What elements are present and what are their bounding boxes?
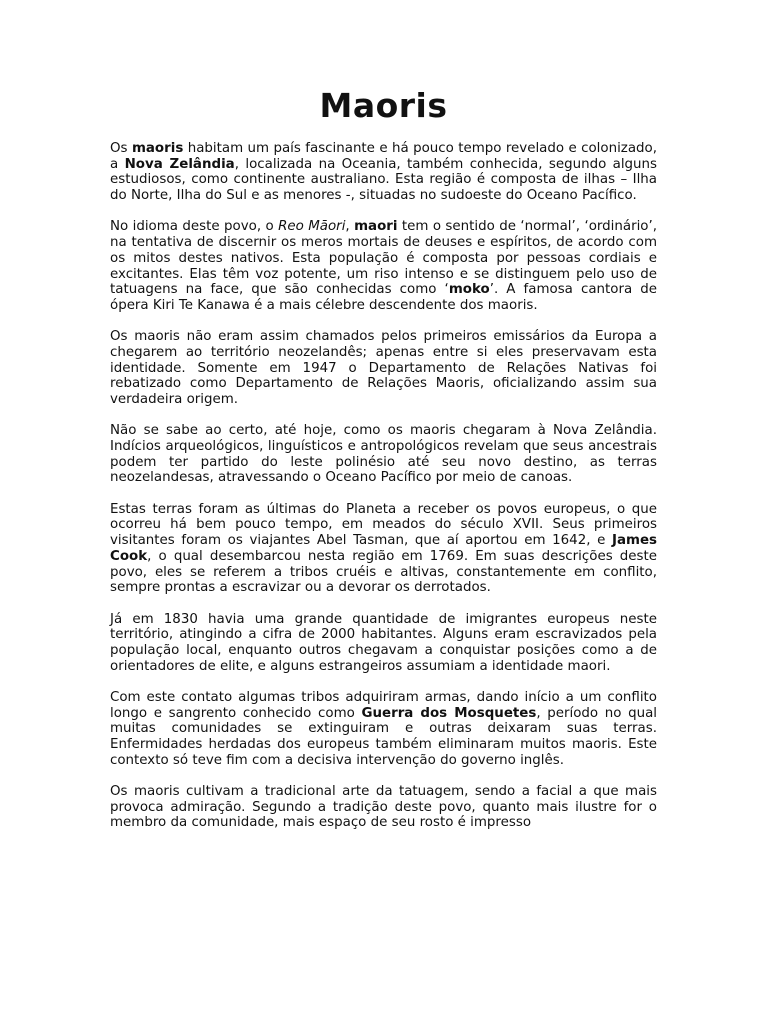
paragraph-2	[110, 219, 657, 313]
paragraph-7-text-2: , período no qual muitas comunidades se extinguiram e outras deixaram suas terras. Enfermidades herdadas dos europeus também eliminaram muitos maoris. Este contexto só teve fim com a decisiva intervenção do governo inglês.	[110, 705, 658, 768]
paragraph-3: Os maoris não eram assim chamados pelos primeiros emissários da Europa a chegarem ao território neozelandês; apenas entre si eles preservavam esta identidade. Somente em 1947 o Departamento de Relações Nativas foi rebatizado como Departamento de Relações Maoris, oficializando assim sua verdadeira origem.	[110, 329, 657, 408]
paragraph-1-text-1: Os	[110, 141, 132, 156]
paragraph-5	[110, 502, 657, 596]
term-nova-zelandia: Nova Zelândia	[124, 156, 235, 172]
paragraph-1-text-2: habitam um país fascinante e há pouco tempo revelado e colonizado, a	[110, 141, 657, 172]
document-title: Maoris	[319, 86, 448, 125]
paragraph-2-text-1: No idioma deste povo, o	[110, 219, 279, 235]
paragraph-2-text-2: ,	[345, 219, 355, 235]
term-maoris: maoris	[131, 141, 184, 156]
paragraph-1-text-3: , localizada na Oceania, também conhecida, segundo alguns estudiosos, como continente australiano. Esta região é composta de ilhas – Ilha do Norte, Ilha do Sul e as menores -, situadas no sudoeste do Oceano Pacífico.	[110, 156, 658, 204]
term-reo-maori: Reo Māori	[278, 219, 346, 235]
paragraph-1	[110, 141, 657, 204]
paragraph-8: Os maoris cultivam a tradicional arte da tatuagem, sendo a facial a que mais provoca admiração. Segundo a tradição deste povo, quanto mais ilustre for o membro da comunidade, mais espaço de seu rosto é impresso	[110, 784, 657, 831]
paragraph-4: Não se sabe ao certo, até hoje, como os maoris chegaram à Nova Zelândia. Indícios arqueológicos, linguísticos e antropológicos revelam que seus ancestrais podem ter partido do leste polinésio até seu novo destino, as terras neozelandesas, atravessando o Oceano Pacífico por meio de canoas.	[110, 423, 657, 486]
document-page	[110, 84, 657, 847]
paragraph-7	[110, 690, 657, 769]
paragraph-2-text-4: ’. A famosa cantora de ópera Kiri Te Kanawa é a mais célebre descendente dos maoris.	[110, 282, 657, 313]
term-maori: maori	[354, 219, 398, 235]
paragraph-2-text-3: tem o sentido de ‘normal’, ‘ordinário’, na tentativa de discernir os meros mortais de deuses e espíritos, de acordo com os mitos destes nativos. Esta população é composta por pessoas cordiais e excitantes. Elas têm voz potente, um riso intenso e se distinguem pelo uso de tatuagens na face, que são conhecidas como ‘	[110, 219, 658, 298]
term-guerra-dos-mosquetes: Guerra dos Mosquetes	[361, 705, 537, 721]
paragraph-5-text-2: , o qual desembarcou nesta região em 1769. Em suas descrições deste povo, eles se referem a tribos cruéis e altivas, constantemente em conflito, sempre prontas a escravizar ou a devorar os derrotados.	[110, 548, 657, 596]
paragraph-7-text-1: Com este contato algumas tribos adquiriram armas, dando início a um conflito longo e sangrento conhecido como	[110, 689, 657, 721]
paragraph-5-text-1: Estas terras foram as últimas do Planeta a receber os povos europeus, o que ocorreu há bem pouco tempo, em meados do século XVII. Seus primeiros visitantes foram os viajantes Abel Tasman, que aí aportou em 1642, e	[110, 501, 657, 549]
paragraph-6: Já em 1830 havia uma grande quantidade de imigrantes europeus neste território, atingindo a cifra de 2000 habitantes. Alguns eram escravizados pela população local, enquanto outros chegavam a conquistar posições como a de orientadores de elite, e alguns estrangeiros assumiam a identidade maori.	[110, 611, 657, 674]
term-moko: moko	[448, 282, 490, 298]
term-james-cook: James Cook	[110, 533, 657, 564]
